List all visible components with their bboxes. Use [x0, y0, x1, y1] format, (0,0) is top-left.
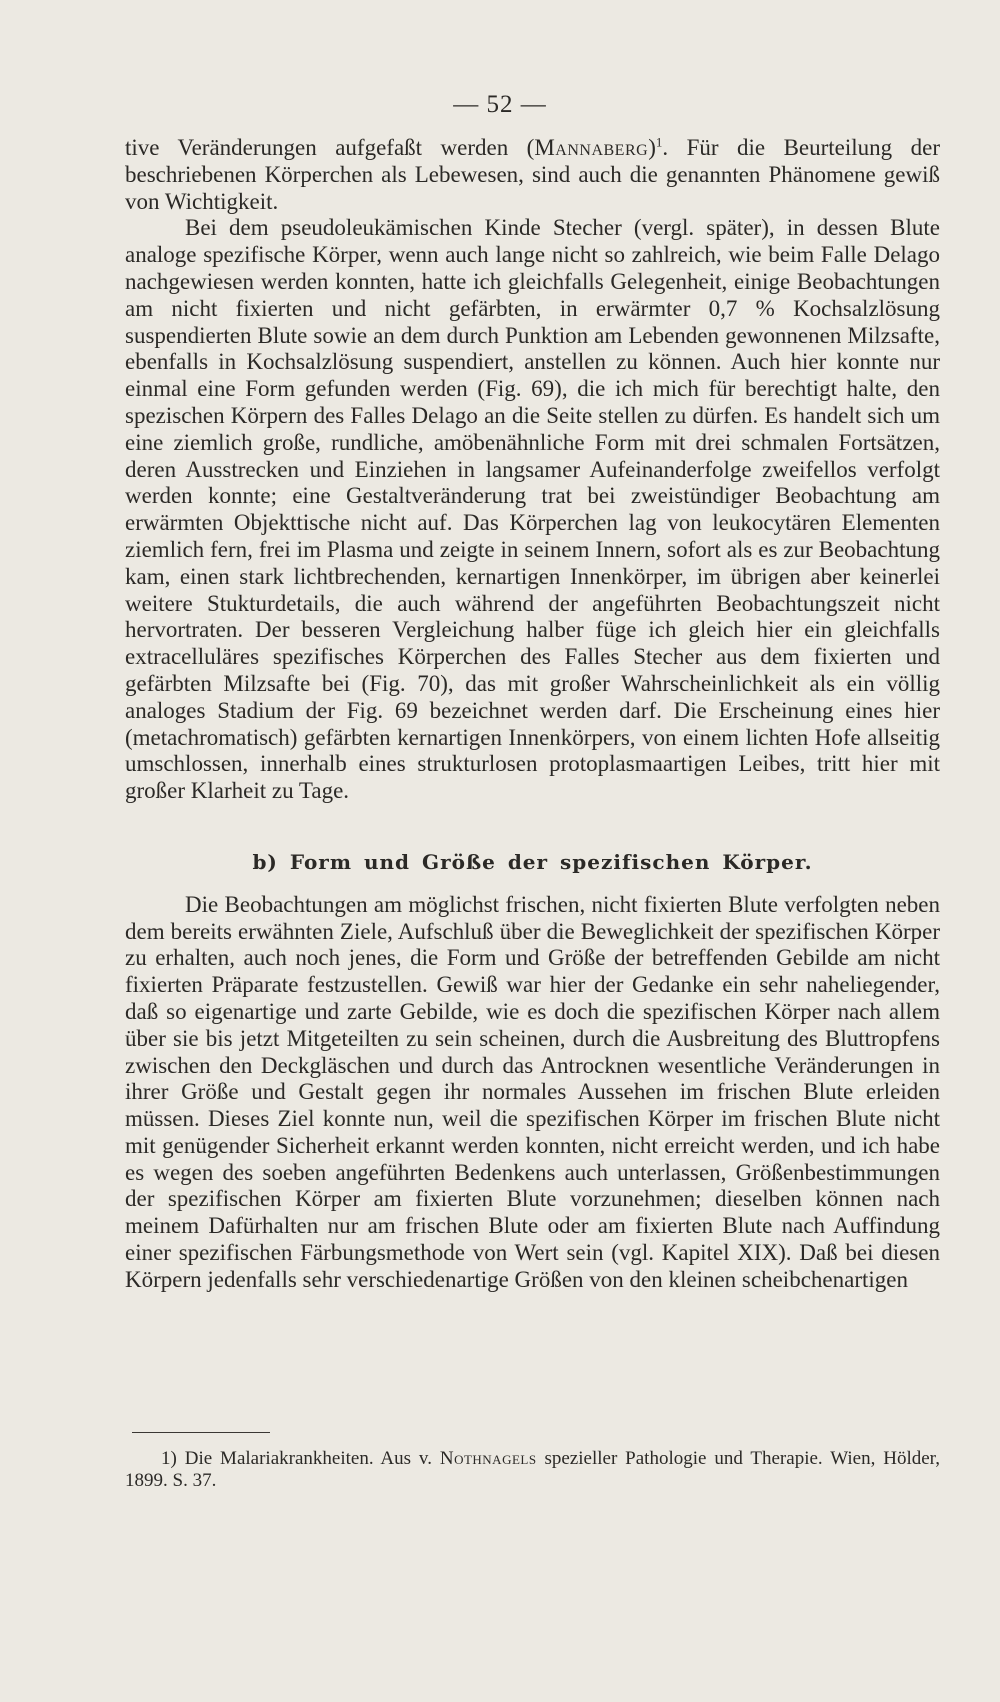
footnote-text-b: spezieller Pathologie und Therapie. Wien, Hölder, 1899. S. 37. [125, 1448, 940, 1491]
footnote-reference: 1 [655, 134, 663, 150]
paragraph-stecher: Bei dem pseudoleukämischen Kinde Stecher (vergl. später), in dessen Blute analoge spezifische Körper, wenn auch lange nicht so zahlreich, wie beim Falle Delago nachgewiesen werden konnten, hatte ich gleichfalls Gelegenheit, einige Beobachtungen am nicht fixierten und nicht gefärbten, in erwärmter 0,7 % Kochsalzlösung suspendierten Blute sowie an dem durch Punktion am Lebenden gewonnenen Milzsafte, ebenfalls in Kochsalzlösung suspendiert, anstellen zu können. Auch hier konnte nur einmal eine Form gefunden werden (Fig. 69), die ich mich für berechtigt halte, den spezischen Körpern des Falles Delago an die Seite stellen zu dürfen. Es handelt sich um eine ziemlich große, rundliche, amöbenähnliche Form mit drei schmalen Fortsätzen, deren Ausstrecken und Einziehen in langsamer Aufeinanderfolge zweifellos verfolgt werden konnte; eine Gestaltveränderung trat bei zweistündiger Beobachtung am erwärmten Objekttische nicht auf. Das Körperchen lag von leukocytären Elementen ziemlich fern, frei im Plasma und zeigte in seinem Innern, sofort als es zur Beobachtung kam, einen stark lichtbrechenden, kernartigen Innenkörper, im übrigen aber keinerlei weitere Stukturdetails, die auch während der angeführten Beobachtungszeit nicht hervortraten. Der besseren Vergleichung halber füge ich gleich hier ein gleichfalls extracelluläres spezifisches Körperchen des Falles Stecher aus dem fixierten und gefärbten Milzsafte bei (Fig. 70), das mit großer Wahrscheinlichkeit als ein völlig analoges Stadium der Fig. 69 bezeichnet werden darf. Die Erscheinung eines hier (metachromatisch) gefärbten kernartigen Innenkörpers, von einem lichten Hofe allseitig umschlossen, innerhalb eines strukturlosen protoplasmaartigen Leibes, tritt hier mit großer Klarheit zu Tage. [125, 215, 940, 804]
page-number: — 52 — [453, 91, 547, 118]
section-heading: b) Form und Größe der spezifischen Körper. [252, 849, 813, 874]
author-name-nothnagel: Nothnagels [439, 1448, 537, 1469]
author-name-mannaberg: Mannaberg [534, 135, 649, 160]
footnote [125, 1448, 940, 1492]
footnote-text-a: Die Malariakrankheiten. Aus v. [176, 1448, 440, 1469]
paragraph-form-size: Die Beobachtungen am möglichst frischen, nicht fixierten Blute verfolgten neben dem bereits erwähnten Ziele, Aufschluß über die Beweglichkeit der spezifischen Körper zu erhalten, auch noch jenes, die Form und Größe der betreffenden Gebilde am nicht fixierten Präparate festzustellen. Gewiß war hier der Gedanke ein sehr naheliegender, daß so eigenartige und zarte Gebilde, wie es doch die spezifischen Körper nach allem über sie bis jetzt Mitgeteilten zu sein scheinen, durch die Ausbreitung des Bluttropfens zwischen den Deckgläschen und durch das Antrocknen wesentliche Veränderungen in ihrer Größe und Gestalt gegen ihr normales Aussehen im frischen Blute erleiden müssen. Dieses Ziel konnte nun, weil die spezifischen Körper im frischen Blute nicht mit genügender Sicherheit erkannt werden konnten, nicht erreicht werden, und ich habe es wegen des soeben angeführten Bedenkens auch unterlassen, Größenbestimmungen der spezifischen Körper am fixierten Blute vorzunehmen; dieselben können nach meinem Dafürhalten nur am frischen Blute oder am fixierten Blute nach Auffindung einer spezifischen Färbungsmethode von Wert sein (vgl. Kapitel XIX). Daß bei diesen Körpern jedenfalls sehr verschiedenartige Größen von den kleinen scheibchenartigen [125, 891, 940, 1292]
paragraph-1-text-b: ) [648, 135, 656, 160]
footnote-marker: 1) [161, 1448, 177, 1469]
body-text [125, 135, 940, 1294]
paragraph-continuation [125, 135, 940, 215]
footnote-rule [132, 1432, 270, 1433]
paragraph-1-text-a: tive Veränderungen aufgefaßt werden ( [125, 135, 535, 160]
paragraph-1-text-c: . Für die Beurteilung der beschriebenen Körperchen als Lebewesen, sind auch die genannten Phänomene gewiß von Wichtigkeit. [125, 135, 940, 214]
